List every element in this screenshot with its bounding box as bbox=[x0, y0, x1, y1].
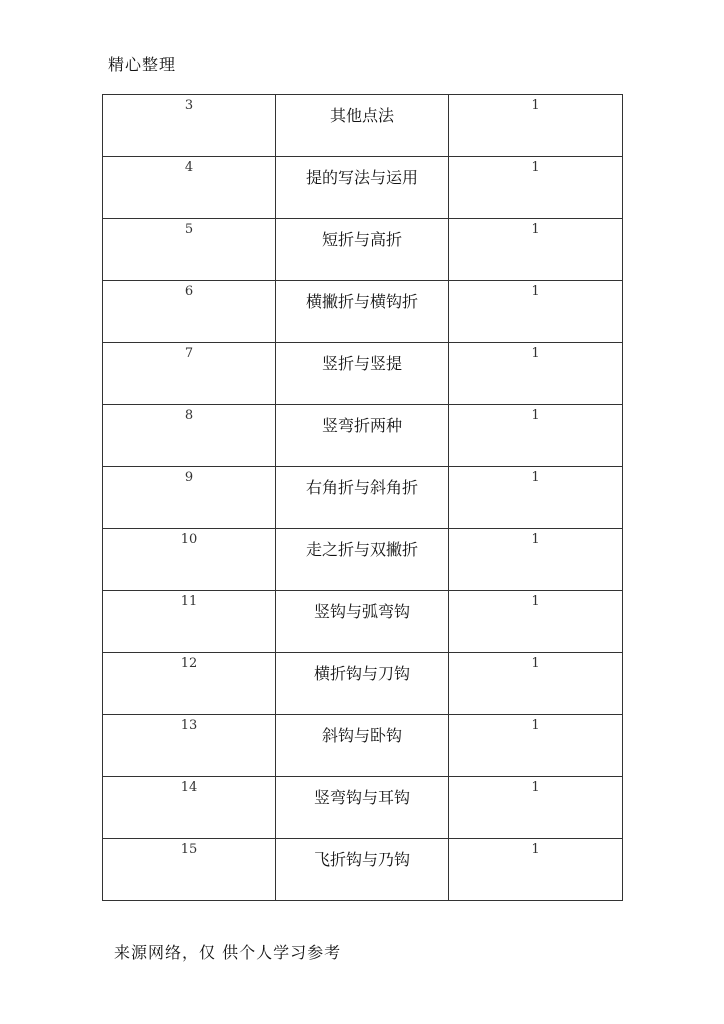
table-row bbox=[103, 653, 623, 715]
lesson-hours: 1 bbox=[449, 653, 623, 715]
lesson-title: 竖折与竖提 bbox=[276, 343, 449, 405]
lesson-title: 竖弯折两种 bbox=[276, 405, 449, 467]
row-number: 4 bbox=[103, 157, 276, 219]
page-footer: 来源网络，仅 供个人学习参考 bbox=[114, 943, 342, 962]
lesson-title: 横撇折与横钩折 bbox=[276, 281, 449, 343]
table-row bbox=[103, 157, 623, 219]
lesson-title: 提的写法与运用 bbox=[276, 157, 449, 219]
lesson-hours: 1 bbox=[449, 405, 623, 467]
table-row bbox=[103, 777, 623, 839]
lesson-hours: 1 bbox=[449, 529, 623, 591]
row-number: 9 bbox=[103, 467, 276, 529]
row-number: 11 bbox=[103, 591, 276, 653]
row-number: 14 bbox=[103, 777, 276, 839]
table-row bbox=[103, 343, 623, 405]
row-number: 6 bbox=[103, 281, 276, 343]
lesson-hours: 1 bbox=[449, 467, 623, 529]
table-row bbox=[103, 405, 623, 467]
table-row bbox=[103, 95, 623, 157]
row-number: 3 bbox=[103, 95, 276, 157]
lesson-title: 其他点法 bbox=[276, 95, 449, 157]
row-number: 10 bbox=[103, 529, 276, 591]
lesson-title: 右角折与斜角折 bbox=[276, 467, 449, 529]
lesson-hours: 1 bbox=[449, 777, 623, 839]
lesson-hours: 1 bbox=[449, 715, 623, 777]
table-row bbox=[103, 281, 623, 343]
table-row bbox=[103, 715, 623, 777]
lesson-title: 竖弯钩与耳钩 bbox=[276, 777, 449, 839]
lesson-title: 斜钩与卧钩 bbox=[276, 715, 449, 777]
table-row bbox=[103, 467, 623, 529]
lesson-hours: 1 bbox=[449, 95, 623, 157]
lesson-title: 横折钩与刀钩 bbox=[276, 653, 449, 715]
lesson-hours: 1 bbox=[449, 839, 623, 901]
lesson-hours: 1 bbox=[449, 343, 623, 405]
lesson-title: 走之折与双撇折 bbox=[276, 529, 449, 591]
row-number: 8 bbox=[103, 405, 276, 467]
lesson-hours: 1 bbox=[449, 157, 623, 219]
page-header: 精心整理 bbox=[108, 55, 177, 74]
table-row bbox=[103, 529, 623, 591]
lesson-hours: 1 bbox=[449, 591, 623, 653]
lesson-hours: 1 bbox=[449, 281, 623, 343]
row-number: 12 bbox=[103, 653, 276, 715]
lesson-hours: 1 bbox=[449, 219, 623, 281]
lesson-title: 短折与高折 bbox=[276, 219, 449, 281]
row-number: 15 bbox=[103, 839, 276, 901]
row-number: 13 bbox=[103, 715, 276, 777]
table-row bbox=[103, 839, 623, 901]
lesson-table bbox=[102, 94, 623, 901]
row-number: 5 bbox=[103, 219, 276, 281]
lesson-title: 飞折钩与乃钩 bbox=[276, 839, 449, 901]
row-number: 7 bbox=[103, 343, 276, 405]
lesson-title: 竖钩与弧弯钩 bbox=[276, 591, 449, 653]
table-row bbox=[103, 219, 623, 281]
table-row bbox=[103, 591, 623, 653]
